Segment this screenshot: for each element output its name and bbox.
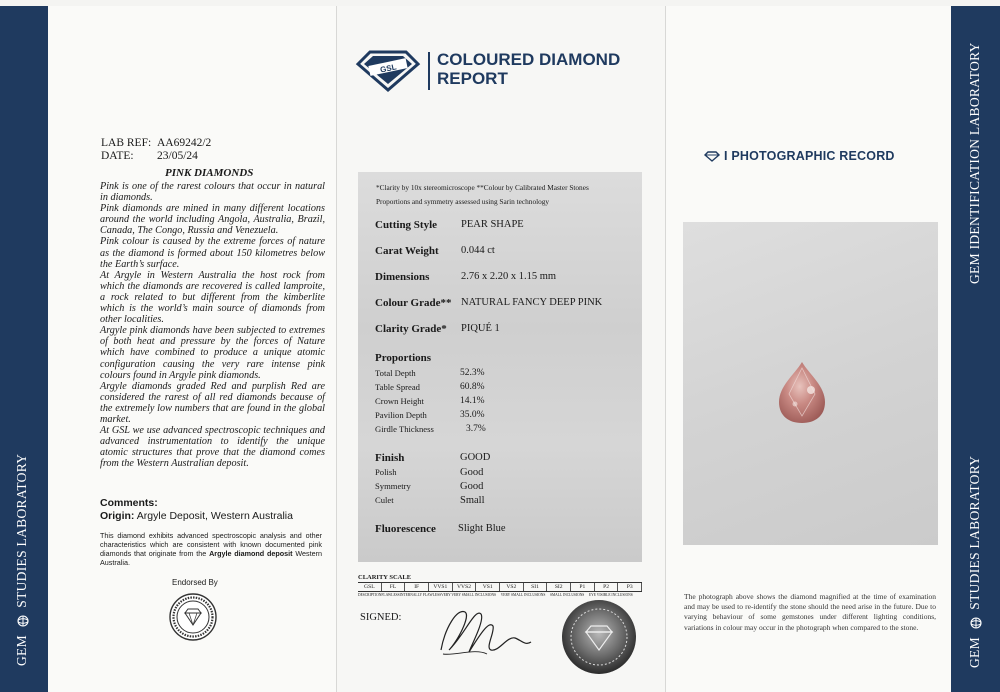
logo-text: GSL <box>379 62 398 75</box>
clarity-desc-cell: INTERNALLY FLAWLESS <box>399 593 442 597</box>
culet-value: Small <box>460 495 485 506</box>
dimensions-label: Dimensions <box>375 271 430 283</box>
finish-label: Finish <box>375 452 405 464</box>
right-side-bar <box>951 6 1000 692</box>
paragraph: At Argyle in Western Australia the host rock from which the diamonds are recovered is called lamproite, a rock related to but different from the kimberlite which is the world’s main source of diamonds from other localities. <box>100 269 325 326</box>
signature-icon <box>435 598 535 660</box>
left-side-bar <box>0 6 48 692</box>
clarity-grade-cell: FL <box>382 583 406 591</box>
photograph-disclaimer: The photograph above shows the diamond magnified at the time of examination and may be used to re-identify the stone should the need arise in the future. Due to varying behaviour of some gemstones under different lighting conditions, variations in colour may occur in the photograph when compared to the stone. <box>684 592 936 632</box>
diamond-icon <box>704 151 720 162</box>
paragraph: Argyle diamonds graded Red and purplish Red are considered the rarest of all red diamonds because of the extremely low numbers that are found in the global market. <box>100 380 325 425</box>
clarity-grade-cell: P2 <box>595 583 619 591</box>
clarity-grade-cell: VS1 <box>476 583 500 591</box>
clarity-scale-title: CLARITY SCALE <box>358 574 412 581</box>
colour-grade-label: Colour Grade** <box>375 297 452 309</box>
gem-globe-icon <box>970 616 982 630</box>
method-note-2: Proportions and symmetry assessed using Sarin technology <box>376 197 550 206</box>
origin-label: Origin <box>100 510 131 522</box>
dimensions-value: 2.76 x 2.20 x 1.15 mm <box>461 271 557 282</box>
total-depth-value: 52.3% <box>460 368 485 378</box>
table-spread-value: 60.8% <box>460 382 485 392</box>
polish-value: Good <box>460 467 484 478</box>
symmetry-value: Good <box>460 481 484 492</box>
lab-ref-label: LAB REF: <box>101 137 152 149</box>
paragraph: Pink is one of the rarest colours that occur in natural in diamonds. <box>100 181 325 204</box>
clarity-desc-cell: FLAWLESS <box>381 593 400 597</box>
girdle-thickness-label: Girdle Thickness <box>375 424 434 434</box>
date-line <box>101 150 198 162</box>
clarity-grade-cell: VVS2 <box>453 583 477 591</box>
analysis-text: This diamond exhibits advanced spectroscopic analysis and other characteristics which are consistent with known documented pink diamonds that originate from the <box>100 531 322 558</box>
polish-label: Polish <box>375 467 397 477</box>
clarity-desc-cell <box>637 592 642 597</box>
clarity-grade-cell: P3 <box>618 583 642 591</box>
clarity-grade-cell: VVS1 <box>429 583 453 591</box>
right-bar-top-label: GEM IDENTIFICATION LABORATORY <box>967 42 982 284</box>
endorsed-by-label: Endorsed By <box>172 578 218 587</box>
paragraph: Pink diamonds are mined in many different locations around the world including Angola, Australia, Brazil, Canada, The Congo, Russia and Venezuela. <box>100 203 325 237</box>
proportions-heading: Proportions <box>375 352 432 364</box>
analysis-bold-text: Argyle diamond deposit <box>209 549 293 558</box>
left-bar-lab-text: STUDIES LABORATORY <box>14 453 29 608</box>
table-spread-label: Table Spread <box>375 382 420 392</box>
colour-grade-value: NATURAL FANCY DEEP PINK <box>461 297 603 308</box>
right-bar-gem-text: GEM <box>967 637 982 668</box>
left-bar-label <box>14 454 30 666</box>
right-bar-lab-text: STUDIES LABORATORY <box>967 455 982 610</box>
gemmological-association-seal-icon <box>168 592 218 642</box>
cutting-style-value: PEAR SHAPE <box>461 219 524 230</box>
signed-label: SIGNED: <box>360 612 402 623</box>
clarity-desc-cell: DESCRIPTION <box>358 593 382 597</box>
clarity-grade-cell: SI1 <box>524 583 548 591</box>
hologram-seal-icon <box>560 598 638 676</box>
symmetry-label: Symmetry <box>375 481 411 491</box>
carat-weight-value: 0.044 ct <box>461 245 495 256</box>
photographic-record-title: I PHOTOGRAPHIC RECORD <box>724 149 895 163</box>
date-label: DATE: <box>101 150 134 162</box>
crown-height-value: 14.1% <box>460 396 485 406</box>
clarity-grade-cell: VS2 <box>500 583 524 591</box>
report-title-line-2: REPORT <box>437 69 508 88</box>
fluorescence-value: Slight Blue <box>458 523 506 534</box>
date-value: 23/05/24 <box>157 150 198 162</box>
clarity-scale-grades <box>358 582 642 592</box>
gem-globe-icon <box>17 614 29 628</box>
clarity-grade-cell: IF <box>405 583 429 591</box>
paragraph: Argyle pink diamonds have been subjected to extremes of both heat and pressure by the forces of Nature which have combined to produce a unique atomic configuration causing the very rare intense pink colours found in Argyle pink diamonds. <box>100 325 325 381</box>
clarity-desc-cell: VERY SMALL INCLUSIONS <box>500 593 546 597</box>
photographic-record-heading <box>704 149 895 163</box>
clarity-grade-value: PIQUÉ 1 <box>461 323 500 334</box>
clarity-scale <box>358 574 642 597</box>
analysis-text-end: Western Australia. <box>100 549 322 567</box>
report-title <box>437 50 620 88</box>
pavilion-depth-value: 35.0% <box>460 410 485 420</box>
origin-value: Argyle Deposit, Western Australia <box>136 510 293 522</box>
clarity-desc-cell: VERY VERY SMALL INCLUSIONS <box>441 593 497 597</box>
carat-weight-label: Carat Weight <box>375 245 439 257</box>
clarity-scale-descriptions <box>358 592 642 597</box>
cutting-style-label: Cutting Style <box>375 219 438 231</box>
gsl-diamond-logo-icon <box>356 48 420 92</box>
clarity-grade-label: Clarity Grade* <box>375 323 447 335</box>
analysis-statement <box>100 531 322 567</box>
clarity-desc-cell: EYE VISIBLE INCLUSIONS <box>588 593 633 597</box>
crown-height-label: Crown Height <box>375 396 424 406</box>
clarity-grade-cell: P1 <box>571 583 595 591</box>
method-note-1: *Clarity by 10x stereomicroscope **Colour by Calibrated Master Stones <box>376 183 589 192</box>
pavilion-depth-label: Pavilion Depth <box>375 410 427 420</box>
culet-label: Culet <box>375 495 394 505</box>
finish-value: GOOD <box>460 452 491 463</box>
fluorescence-label: Fluorescence <box>375 523 436 535</box>
pink-diamonds-heading: PINK DIAMONDS <box>165 167 254 179</box>
report-title-line-1: COLOURED DIAMOND <box>437 50 621 69</box>
lab-ref-value: AA69242/2 <box>157 137 212 149</box>
lab-ref-line <box>101 137 211 149</box>
right-bar-bottom-label <box>967 456 983 668</box>
pink-diamonds-text <box>100 181 325 469</box>
paragraph: At GSL we use advanced spectroscopic techniques and advanced instrumentation to identify the unique atomic structures that prove that the diamond comes from the Western Australian deposit. <box>100 425 325 470</box>
girdle-thickness-value: 3.7% <box>466 424 486 434</box>
clarity-desc-cell: SMALL INCLUSIONS <box>549 593 585 597</box>
clarity-grade-cell: GSL <box>358 583 382 591</box>
logo-divider <box>428 52 430 90</box>
origin-line: Origin: Argyle Deposit, Western Australia <box>100 510 293 522</box>
pink-diamond-photo-icon <box>775 360 830 425</box>
paragraph: Pink colour is caused by the extreme forces of nature as the diamond is formed about 150 kilometres below the Earth’s surface. <box>100 236 325 270</box>
total-depth-label: Total Depth <box>375 368 416 378</box>
clarity-grade-cell: SI2 <box>547 583 571 591</box>
left-bar-gem-text: GEM <box>14 635 29 666</box>
comments-label: Comments: <box>100 497 158 509</box>
